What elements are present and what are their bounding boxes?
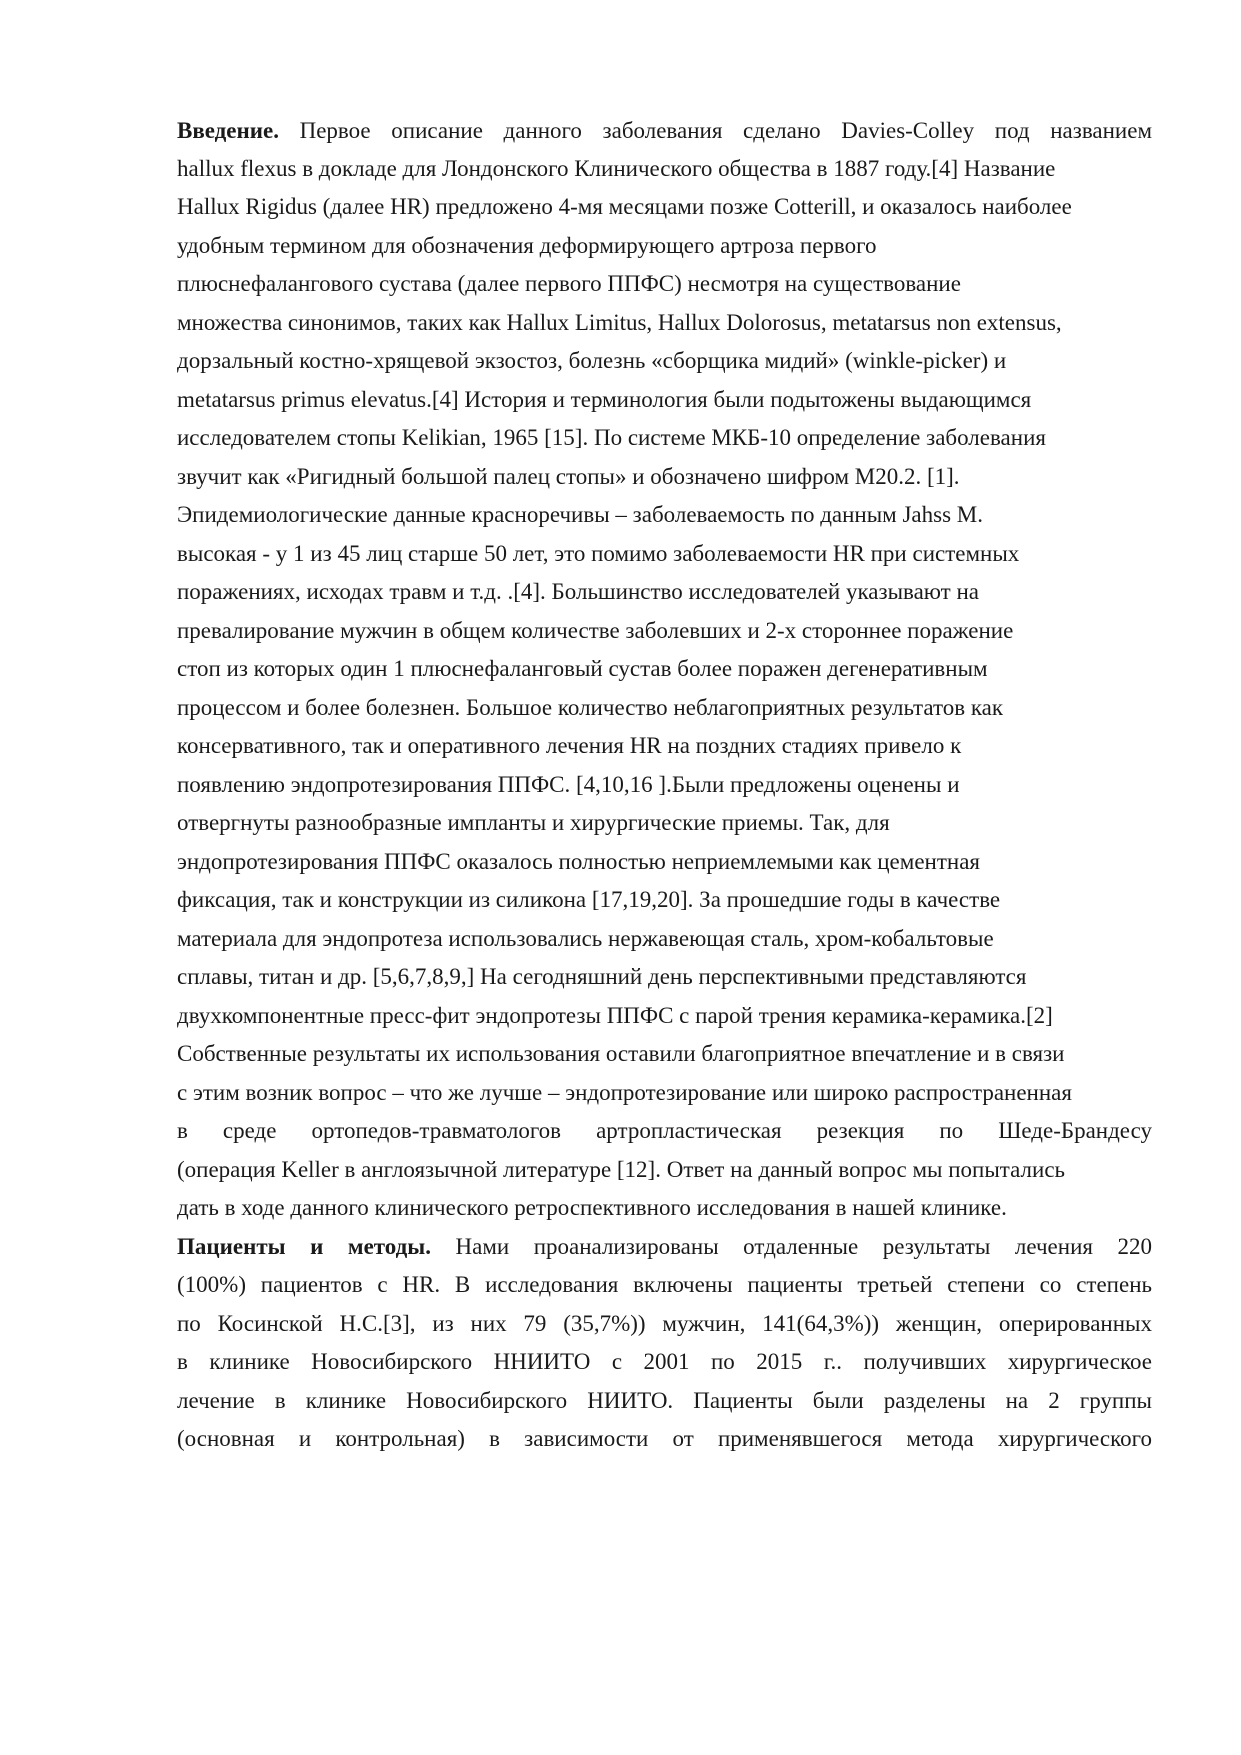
text-line: hallux flexus в докладе для Лондонского Клинического общества в 1887 году.[4] Название xyxy=(177,156,1056,181)
text-line: процессом и более болезнен. Большое количество неблагоприятных результатов как xyxy=(177,695,1004,720)
text-line: превалирование мужчин в общем количестве заболевших и 2-х стороннее поражение xyxy=(177,618,1014,643)
text-line: (основная и контрольная) в зависимости от применявшегося метода хирургического xyxy=(177,1426,1152,1451)
text-line: сплавы, титан и др. [5,6,7,8,9,] На сегодняшний день перспективными представляются xyxy=(177,964,1027,989)
text-line: (100%) пациентов с HR. В исследования включены пациенты третьей степени со степень xyxy=(177,1272,1152,1297)
text-line: metatarsus primus elevatus.[4] История и терминология были подытожены выдающимся xyxy=(177,387,1032,412)
text-line: Введение. Первое описание данного заболевания сделано Davies-Colley под названием xyxy=(177,118,1152,143)
text-line: исследователем стопы Kelikian, 1965 [15]. По системе МКБ-10 определение заболевания xyxy=(177,425,1046,450)
text-line: в клинике Новосибирского ННИИТО с 2001 по 2015 г.. получивших хирургическое xyxy=(177,1349,1152,1374)
section-heading-introduction: Введение. xyxy=(177,118,279,143)
text-line: дать в ходе данного клинического ретроспективного исследования в нашей клинике. xyxy=(177,1195,1007,1220)
text-line: эндопротезирования ППФС оказалось полностью неприемлемыми как цементная xyxy=(177,849,980,874)
text-line: Hallux Rigidus (далее HR) предложено 4-мя месяцами позже Cotterill, и оказалось наиболее xyxy=(177,194,1072,219)
text-line: двухкомпонентные пресс-фит эндопротезы ППФС с парой трения керамика-керамика.[2] xyxy=(177,1003,1053,1028)
text-line: в среде ортопедов-травматологов артропластическая резекция по Шеде-Брандесу xyxy=(177,1118,1152,1143)
text-line: отвергнуты разнообразные импланты и хирургические приемы. Так, для xyxy=(177,810,890,835)
text-line: Собственные результаты их использования оставили благоприятное впечатление и в связи xyxy=(177,1041,1065,1066)
text-line: стоп из которых один 1 плюснефаланговый сустав более поражен дегенеративным xyxy=(177,656,988,681)
text-line: появлению эндопротезирования ППФС. [4,10,16 ].Были предложены оценены и xyxy=(177,772,960,797)
text-line: фиксация, так и конструкции из силикона [17,19,20]. За прошедшие годы в качестве xyxy=(177,887,1001,912)
section-heading-methods: Пациенты и методы. xyxy=(177,1234,431,1259)
text-line: материала для эндопротеза использовались нержавеющая сталь, хром-кобальтовые xyxy=(177,926,994,951)
text-line: дорзальный костно-хрящевой экзостоз, болезнь «сборщика мидий» (winkle-picker) и xyxy=(177,348,1007,373)
text-line: удобным термином для обозначения деформирующего артроза первого xyxy=(177,233,877,258)
text-line: плюснефалангового сустава (далее первого ППФС) несмотря на существование xyxy=(177,271,961,296)
text-line: лечение в клинике Новосибирского НИИТО. Пациенты были разделены на 2 группы xyxy=(177,1388,1152,1413)
text-line: с этим возник вопрос – что же лучше – эндопротезирование или широко распространенная xyxy=(177,1080,1072,1105)
text-line: множества синонимов, таких как Hallux Limitus, Hallux Dolorosus, metatarsus non extensus, xyxy=(177,310,1062,335)
text-line: консервативного, так и оперативного лечения HR на поздних стадиях привело к xyxy=(177,733,962,758)
text-line: Пациенты и методы. Нами проанализированы отдаленные результаты лечения 220 xyxy=(177,1234,1152,1259)
text-line: звучит как «Ригидный большой палец стопы» и обозначено шифром M20.2. [1]. xyxy=(177,464,960,489)
text-line: (операция Keller в англоязычной литературе [12]. Ответ на данный вопрос мы попытались xyxy=(177,1157,1066,1182)
text-line: Эпидемиологические данные красноречивы – заболеваемость по данным Jahss M. xyxy=(177,502,983,527)
text-line: высокая - у 1 из 45 лиц старше 50 лет, это помимо заболеваемости HR при системных xyxy=(177,541,1020,566)
text-line: поражениях, исходах травм и т.д. .[4]. Большинство исследователей указывают на xyxy=(177,579,979,604)
text-line: по Косинской Н.С.[3], из них 79 (35,7%)) мужчин, 141(64,3%)) женщин, оперированных xyxy=(177,1311,1152,1336)
